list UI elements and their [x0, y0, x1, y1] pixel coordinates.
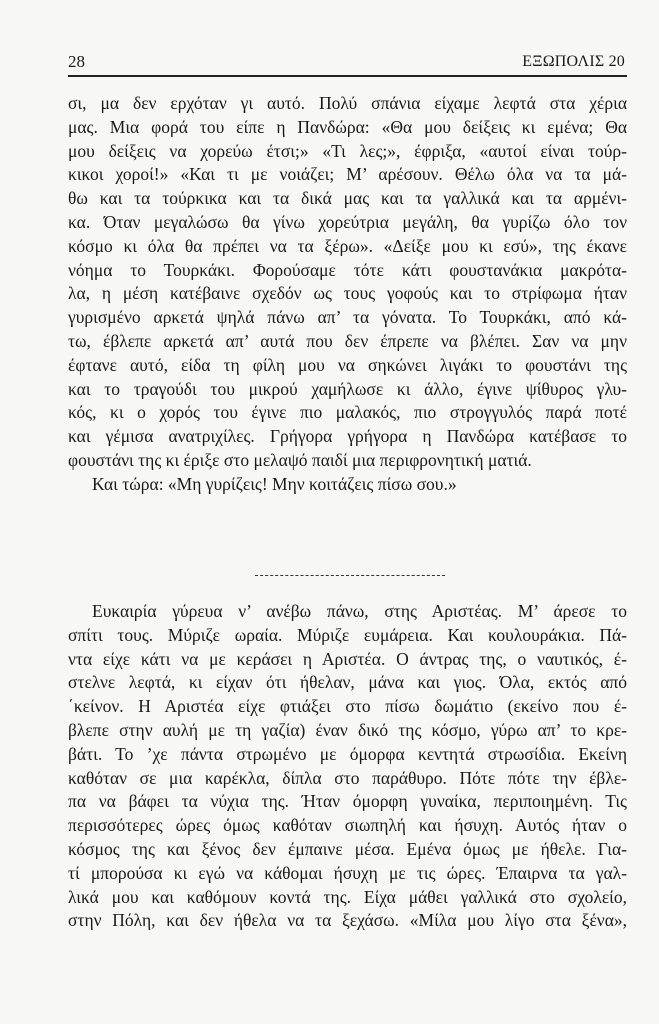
- text-section-2: [68, 600, 627, 933]
- text-line: κικοι χοροί!» «Και τι με νοιάζει; Μ’ αρέσουν. Θέλω όλα να τα μά-: [68, 164, 627, 185]
- text-line: λα, η μέση κατέβαινε σχεδόν ως τους γοφούς και το στρίφωμα ήταν: [68, 283, 627, 304]
- text-line: και το τραγούδι του μικρού χαμήλωσε κι άλλο, έγινε ψίθυρος γλυ-: [68, 378, 627, 399]
- text-line: σι, μα δεν ερχόταν γι αυτό. Πολύ σπάνια είχαμε λεφτά στα χέρια: [68, 93, 627, 113]
- text-line: μας. Μια φορά του είπε η Πανδώρα: «Θα μου δείξεις κι εμένα; Θα: [68, 116, 627, 137]
- text-line: κόσμο κι όλα θα πρέπει να τα ξέρω». «Δείξε μου κι εσύ», της έκανε: [68, 235, 627, 256]
- text-line: γυρισμένο αρκετά ψηλά πάνω απ’ τα γόνατα. Το Τουρκάκι, από κά-: [68, 307, 627, 328]
- text-line: νόημα το Τουρκάκι. Φορούσαμε τότε κάτι φουστανάκια μακρότα-: [68, 259, 627, 280]
- text-line: λικά μου και καθόμουν κοντά της. Είχα μάθει γαλλικά στο σχολείο,: [68, 886, 627, 907]
- text-line: στελνε λεφτά, κι είχαν ότι ήθελαν, μάνα και γιος. Όλα, εκτός από: [68, 672, 627, 693]
- text-line: και γέμισα ανατριχίλες. Γρήγορα γρήγορα η Πανδώρα κατέβασε το: [68, 426, 627, 447]
- text-line: κός, κι ο χορός του έγινε πιο μαλακός, πιο στρογγυλός παρά ποτέ: [68, 402, 627, 423]
- text-line: σπίτι τους. Μύριζε ωραία. Μύριζε ευμάρεια. Και κουλουράκια. Πά-: [68, 624, 627, 645]
- text-line: Ευκαιρία γύρευα ν’ ανέβω πάνω, στης Αριστέας. Μ’ άρεσε το: [92, 601, 627, 621]
- text-line: ΄κείνον. Η Αριστέα είχε φτιάξει στο πίσω δωμάτιο (εκείνο που έ-: [68, 696, 627, 717]
- text-line: κόσμος της και ξένος δεν έμπαινε μέσα. Εμένα όμως με ήθελε. Για-: [68, 838, 627, 859]
- text-line: μου δείξεις να χορεύω έτσι;» «Τι λες;», έφριξα, «αυτοί είναι τούρ-: [68, 140, 627, 161]
- text-line: πα να βάφει τα νύχια της. Ήταν όμορφη γυναίκα, περιποιημένη. Τις: [68, 791, 627, 812]
- page-header: [68, 51, 627, 77]
- text-line: κα. Όταν μεγαλώσω θα γίνω χορεύτρια μεγάλη, θα γυρίζω όλο τον: [68, 211, 627, 232]
- running-title: ΕΞΩΠΟΛΙΣ 20: [522, 53, 625, 70]
- text-line: θω και τα τούρκικα και τα δικά μας και τα γαλλικά και τα αρμένι-: [68, 188, 627, 209]
- text-line: Και τώρα: «Μη γυρίζεις! Μην κοιτάζεις πίσω σου.»: [92, 473, 457, 494]
- text-line: τί μπορούσα κι εγώ να κάθομαι ήσυχη με τις ώρες. Έπαιρνα τα γαλ-: [68, 862, 627, 883]
- text-line: έφτανε αυτό, είδα τη φίλη μου να σηκώνει λιγάκι το φουστάνι της: [68, 354, 627, 375]
- text-line: ντα είχε κάτι να με κεράσει η Αριστέα. Ο άντρας της, ο ναυτικός, έ-: [68, 648, 627, 669]
- text-line: φουστάνι της κι έριξε στο μελαψό παιδί μια περιφρονητική ματιά.: [68, 449, 532, 470]
- section-separator: [255, 575, 445, 576]
- page-number: 28: [68, 52, 85, 71]
- text-line: στην Πόλη, και δεν ήθελα να τα ξεχάσω. «Μίλα μου λίγο στα ξένα»,: [68, 910, 627, 931]
- text-line: βάτι. Το ’χε πάντα στρωμένο με όμορφα κεντητά στρωσίδια. Εκείνη: [68, 743, 627, 764]
- text-line: βλεπε στην αυλή με τη γαζία) έναν δικό της κόσμο, γύρω απ’ το κρε-: [68, 719, 627, 740]
- text-line: καθόταν σε μια καρέκλα, δίπλα στο παράθυρο. Πότε πότε την έβλε-: [68, 767, 627, 788]
- text-line: τω, έβλεπε αρκετά απ’ αυτά που δεν έπρεπε να βλέπει. Σαν να μην: [68, 330, 627, 351]
- text-section-1: [68, 92, 627, 497]
- text-line: περισσότερες ώρες όμως καθόταν σιωπηλή και ήσυχη. Αυτός ήταν ο: [68, 815, 627, 836]
